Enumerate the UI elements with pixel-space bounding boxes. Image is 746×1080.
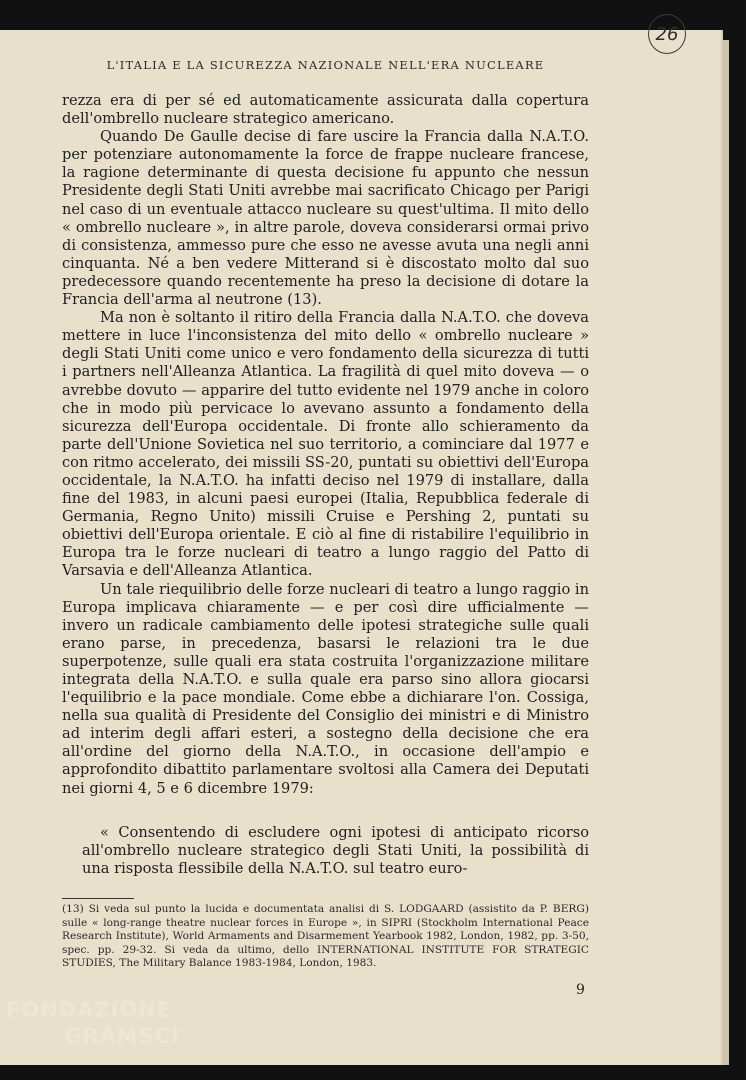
body-text bbox=[62, 92, 589, 798]
handwritten-page-number: 26 bbox=[648, 14, 686, 54]
watermark: FONDAZIONE GRAMSCI bbox=[6, 998, 180, 1048]
paragraph: Un tale riequilibrio delle forze nucleari di teatro a lungo raggio in Europa implicava chiaramente — e per così dire ufficialmente — invero un radicale cambiamento delle ipotesi strategiche sulle quali erano parse, in precedenza, basarsi le relazioni tra le due superpotenze, sulle quali era stata costruita l'organizzazione militare integrata della N.A.T.O. e sulla quale era parso sino allora giocarsi l'equilibrio e la pace mondiale. Come ebbe a dichiarare l'on. Cossiga, nella sua qualità di Presidente del Consiglio dei ministri e di Ministro ad interim degli affari esteri, a sostegno della decisione che era all'ordine del giorno della N.A.T.O., in occasione dell'ampio e approfondito dibattito parlamentare svoltosi alla Camera dei Deputati nei giorni 4, 5 e 6 dicembre 1979: bbox=[62, 580, 589, 797]
page-edge bbox=[723, 40, 729, 1065]
quote-text: « Consentendo di escludere ogni ipotesi di anticipato ricorso all'ombrello nucleare strategico degli Stati Uniti, la possibilità di una risposta flessibile della N.A.T.O. sul teatro euro- bbox=[82, 824, 589, 878]
block-quote bbox=[82, 824, 589, 878]
page-number: 9 bbox=[576, 982, 585, 998]
footnote: (13) Si veda sul punto la lucida e documentata analisi di S. LODGAARD (assistito da P. BERG) sulle « long-range theatre nuclear forces in Europe », in SIPRI (Stockholm International Peace Research Institute), World Armaments and Disarmement Yearbook 1982, London, 1982, pp. 3-50, spec. pp. 29-32. Si veda da ultimo, dello INTERNATIONAL INSTITUTE FOR STRATEGIC STUDIES, The Military Balance 1983-1984, London, 1983. bbox=[62, 903, 589, 970]
running-head: L'ITALIA E LA SICUREZZA NAZIONALE NELL'ERA NUCLEARE bbox=[106, 58, 545, 72]
footnote-divider bbox=[62, 898, 134, 899]
paragraph: Quando De Gaulle decise di fare uscire la Francia dalla N.A.T.O. per potenziare autonomamente la force de frappe nucleare francese, la ragione determinante di questa decisione fu appunto che nessun Presidente degli Stati Uniti avrebbe mai sacrificato Chicago per Parigi nel caso di un eventuale attacco nucleare su quest'ultima. Il mito dello « ombrello nucleare », in altre parole, doveva considerarsi ormai privo di consistenza, ammesso pure che esso ne avesse avuta una negli anni cinquanta. Né a ben vedere Mitterand si è discostato molto dal suo predecessore quando recentemente ha preso la decisione di dotare la Francia dell'arma al neutrone (13). bbox=[62, 128, 589, 309]
paragraph: rezza era di per sé ed automaticamente assicurata dalla copertura dell'ombrello nucleare strategico americano. bbox=[62, 92, 589, 128]
paragraph: Ma non è soltanto il ritiro della Francia dalla N.A.T.O. che doveva mettere in luce l'inconsistenza del mito dello « ombrello nucleare » degli Stati Uniti come unico e vero fondamento della sicurezza di tutti i partners nell'Alleanza Atlantica. La fragilità di quel mito doveva — o avrebbe dovuto — apparire del tutto evidente nel 1979 anche in coloro che in modo più pervicace lo avevano assunto a fondamento della sicurezza dell'Europa occidentale. Di fronte allo schieramento da parte dell'Unione Sovietica nel suo territorio, a cominciare dal 1977 e con ritmo accelerato, dei missili SS-20, puntati su obiettivi dell'Europa occidentale, la N.A.T.O. ha infatti deciso nel 1979 di installare, dalla fine del 1983, in alcuni paesi europei (Italia, Repubblica federale di Germania, Regno Unito) missili Cruise e Pershing 2, puntati su obiettivi dell'Europa orientale. E ciò al fine di ristabilire l'equilibrio in Europa tra le forze nucleari di teatro a lungo raggio del Patto di Varsavia e dell'Alleanza Atlantica. bbox=[62, 309, 589, 580]
